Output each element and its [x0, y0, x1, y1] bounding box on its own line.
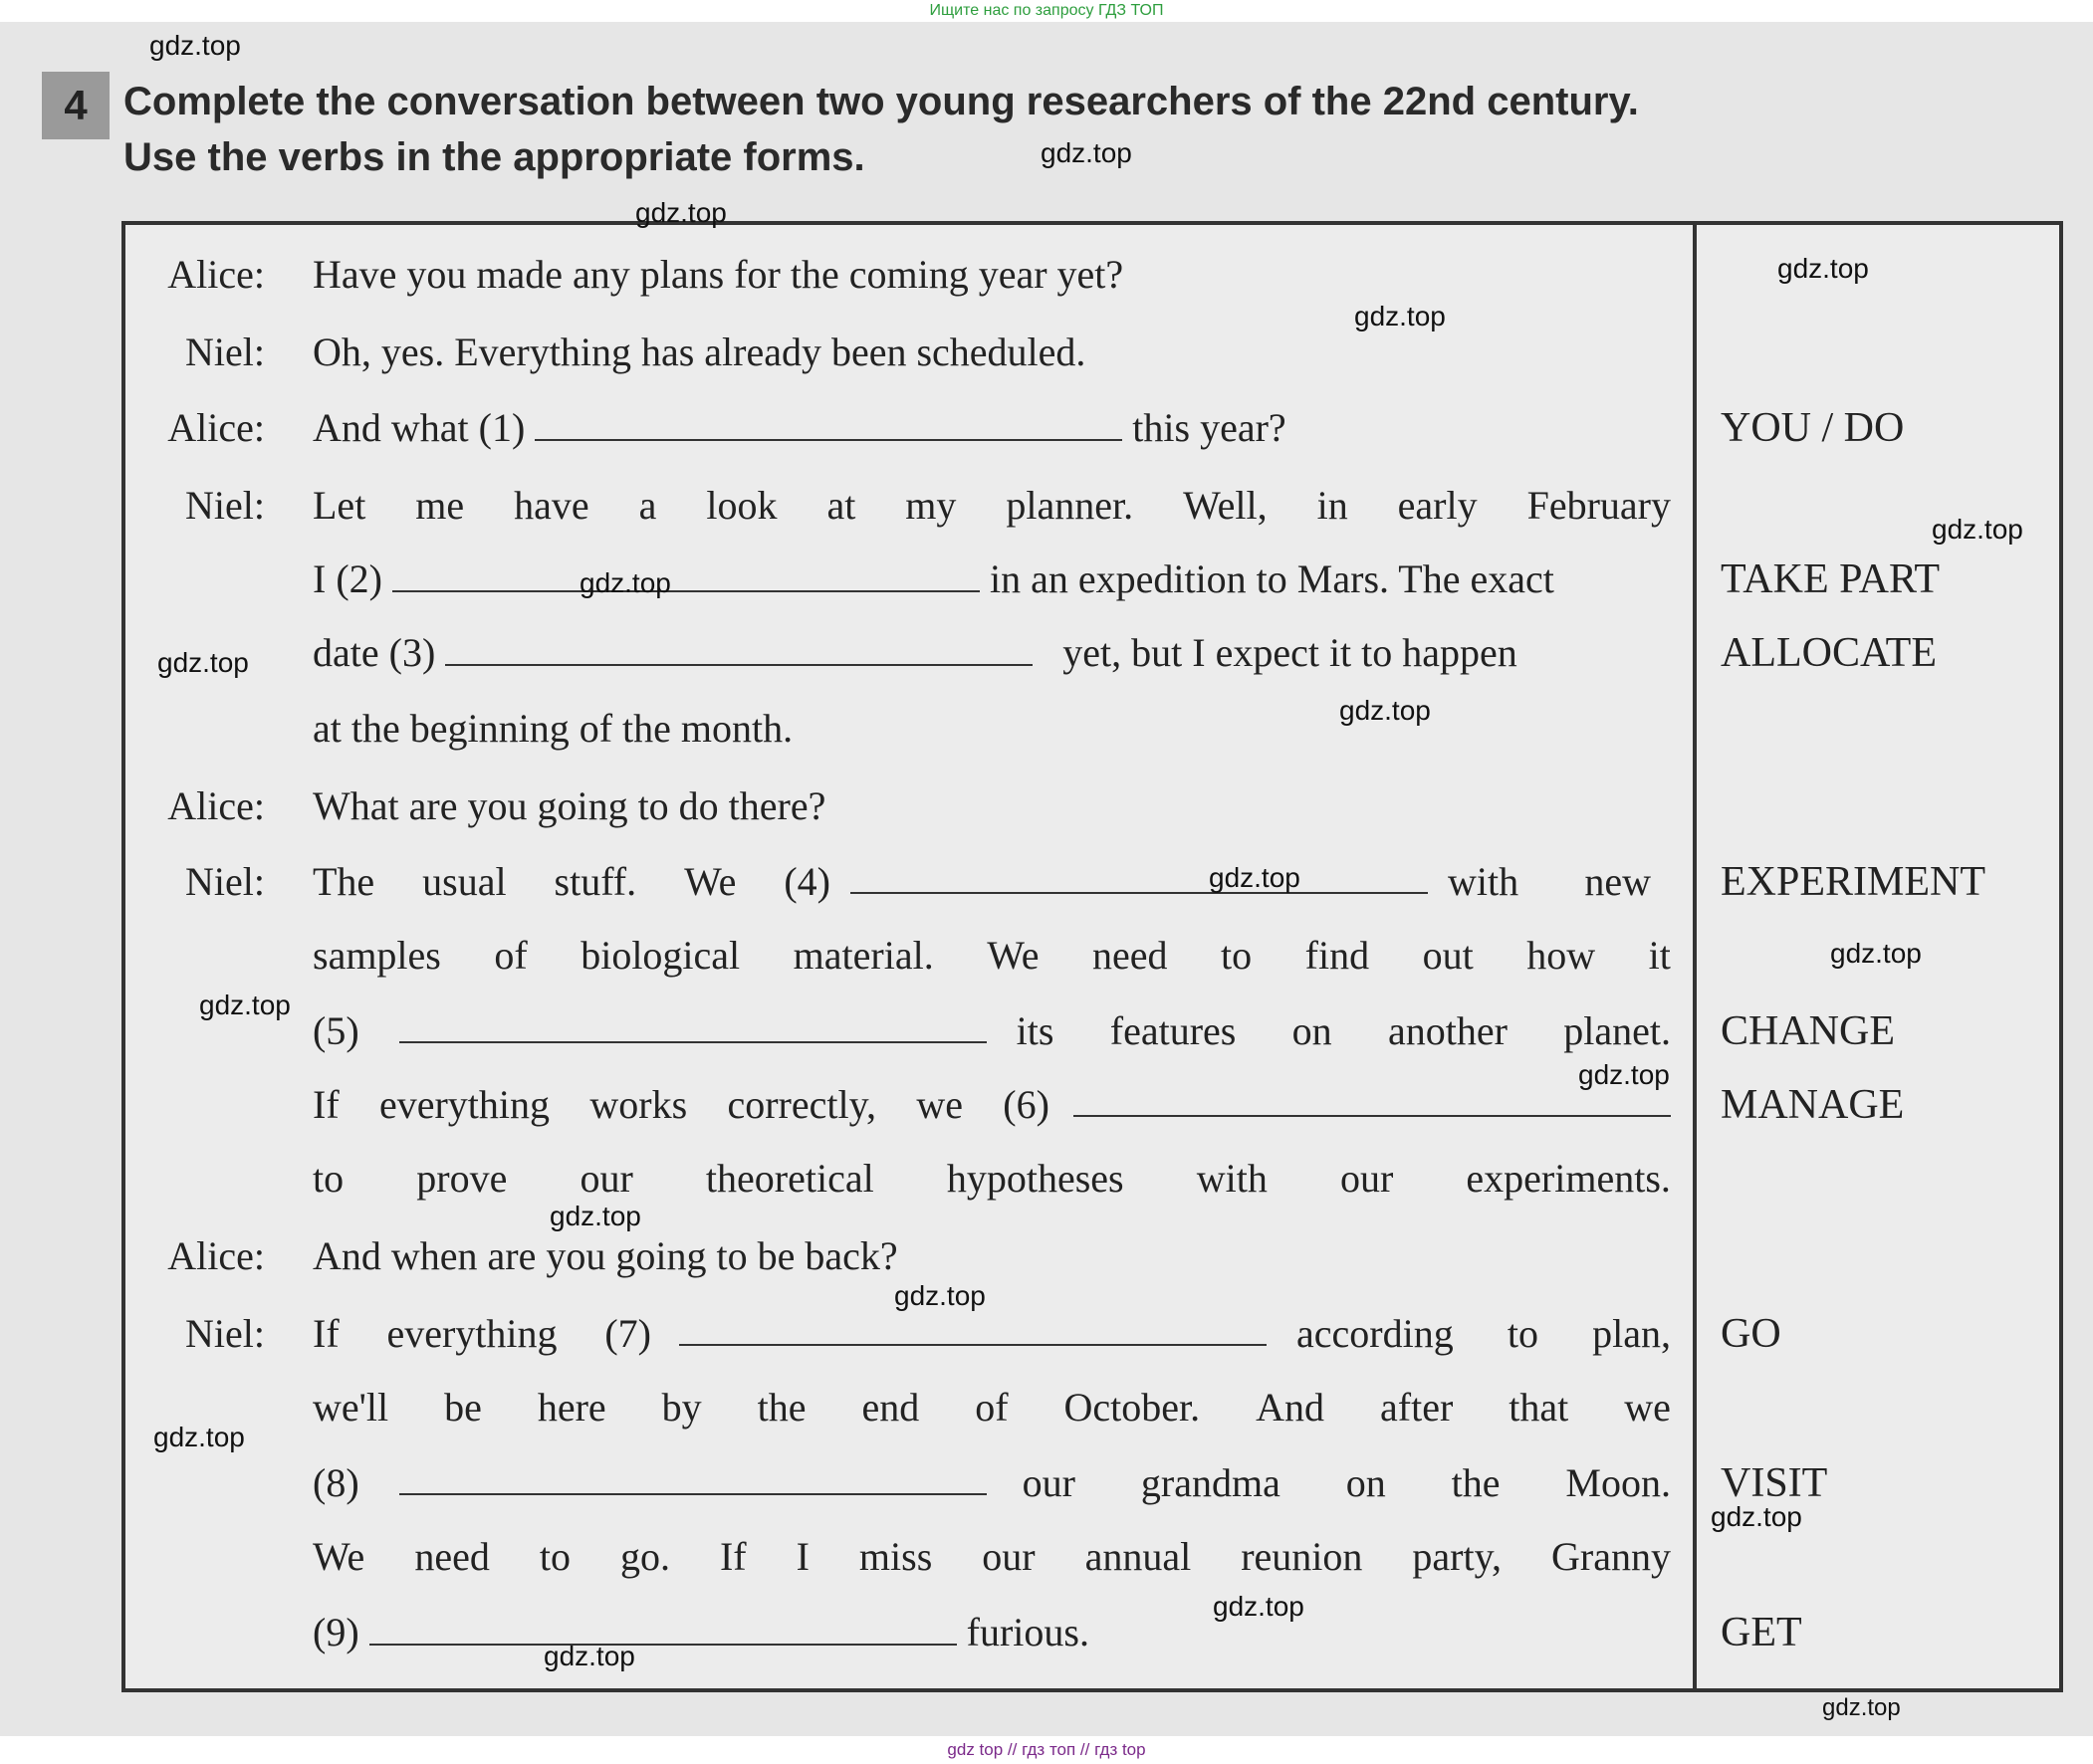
exercise-number: 4 [42, 72, 110, 139]
top-banner[interactable]: Ищите нас по запросу ГДЗ ТОП [929, 2, 1164, 19]
answer-blank-7[interactable] [679, 1310, 1267, 1346]
watermark: gdz.top [1213, 1591, 1304, 1622]
word: If [719, 1534, 747, 1579]
verb-cue-3: ALLOCATE [1721, 630, 1937, 676]
dialogue-line [313, 1609, 1671, 1656]
word: prove [416, 1156, 508, 1201]
text: date (3) [313, 630, 436, 675]
word: (4) [784, 859, 830, 904]
word: usual [422, 859, 507, 904]
text: (8) [313, 1460, 359, 1505]
word: a [638, 483, 657, 528]
speaker-alice: Alice: [167, 252, 265, 297]
word: material. [793, 933, 934, 978]
word: new [1584, 859, 1651, 904]
word: (6) [1003, 1082, 1049, 1127]
watermark: gdz.top [544, 1641, 635, 1671]
word: everything [386, 1311, 558, 1356]
answer-blank-9[interactable] [369, 1610, 957, 1646]
speaker-niel: Niel: [185, 1311, 265, 1356]
text: (5) [313, 1008, 359, 1053]
speaker-niel: Niel: [185, 330, 265, 374]
text: (9) [313, 1610, 359, 1654]
word: go. [619, 1534, 670, 1579]
word: biological [581, 933, 741, 978]
word: samples [313, 933, 441, 978]
word: it [1648, 933, 1671, 978]
word: our [580, 1156, 633, 1201]
word: on [1291, 1008, 1332, 1053]
dialogue-line: And when are you going to be back? [313, 1233, 898, 1278]
word: our [982, 1534, 1036, 1579]
word: If [313, 1311, 340, 1356]
word: to [1221, 933, 1253, 978]
dialogue-line [313, 1533, 1671, 1581]
watermark: gdz.top [1041, 137, 1132, 168]
word: another [1387, 1008, 1508, 1053]
text-group [1023, 1459, 1671, 1507]
word: we'll [313, 1385, 389, 1430]
answer-blank-3[interactable] [445, 630, 1033, 666]
answer-blank-2[interactable] [392, 556, 980, 592]
instruction-line-2: Use the verbs in the appropriate forms. [123, 135, 865, 179]
dialogue-line [313, 932, 1671, 980]
watermark: gdz.top [199, 990, 291, 1020]
word: by [661, 1385, 702, 1430]
word: Granny [1551, 1534, 1671, 1579]
dialogue-line [313, 1459, 1671, 1507]
word: out [1422, 933, 1474, 978]
watermark: gdz.top [550, 1201, 641, 1231]
speaker-alice: Alice: [167, 783, 265, 828]
word: February [1526, 483, 1671, 528]
dialogue-line [313, 858, 1671, 906]
dialogue-line [313, 1081, 1671, 1129]
word: need [1092, 933, 1168, 978]
word: how [1526, 933, 1596, 978]
text-group [1296, 1310, 1671, 1358]
word: works [589, 1082, 688, 1127]
watermark: gdz.top [1822, 1694, 1901, 1721]
watermark: gdz.top [1209, 862, 1300, 893]
verb-cue-5: CHANGE [1721, 1008, 1895, 1054]
word: annual [1084, 1534, 1192, 1579]
answer-blank-4[interactable] [850, 858, 1428, 894]
word: We [987, 933, 1040, 978]
word: planet. [1563, 1008, 1671, 1053]
dialogue-line [313, 1310, 1671, 1358]
column-divider [1693, 221, 1697, 1692]
dialogue-line [313, 482, 1671, 530]
dialogue-line: at the beginning of the month. [313, 706, 794, 751]
word: Moon. [1565, 1460, 1671, 1505]
word: after [1380, 1385, 1454, 1430]
bottom-banner[interactable]: gdz top // гдз топ // гдз top [947, 1740, 1146, 1759]
word: reunion [1241, 1534, 1363, 1579]
word: everything [378, 1082, 551, 1127]
dialogue-line [313, 1155, 1671, 1203]
word: Well, [1183, 483, 1268, 528]
word: its [1016, 1008, 1054, 1053]
text: furious. [966, 1610, 1089, 1654]
word: with [1196, 1156, 1268, 1201]
dialogue-line [313, 629, 1671, 677]
text-group [1448, 858, 1651, 906]
word: planner. [1006, 483, 1134, 528]
dialogue-line [313, 1384, 1671, 1432]
word: with [1448, 859, 1519, 904]
speaker-niel: Niel: [185, 859, 265, 904]
word: be [444, 1385, 482, 1430]
word: The [313, 859, 375, 904]
answer-blank-5[interactable] [399, 1007, 987, 1043]
word: my [905, 483, 957, 528]
watermark: gdz.top [1578, 1059, 1670, 1090]
answer-blank-8[interactable] [399, 1459, 987, 1495]
watermark: gdz.top [635, 197, 727, 228]
watermark: gdz.top [153, 1422, 245, 1452]
speaker-alice: Alice: [167, 1233, 265, 1278]
word: plan, [1592, 1311, 1671, 1356]
text: this year? [1132, 405, 1286, 450]
watermark: gdz.top [1932, 514, 2023, 545]
word: early [1397, 483, 1478, 528]
word: We [313, 1534, 365, 1579]
word: look [706, 483, 778, 528]
answer-blank-1[interactable] [535, 405, 1122, 441]
dialogue-line: What are you going to do there? [313, 783, 826, 828]
watermark: gdz.top [580, 567, 671, 598]
speaker-alice: Alice: [167, 405, 265, 450]
word: theoretical [705, 1156, 874, 1201]
watermark: gdz.top [1777, 253, 1869, 284]
word: to [313, 1156, 345, 1201]
watermark: gdz.top [894, 1280, 986, 1311]
watermark: gdz.top [157, 647, 249, 678]
text-group [313, 858, 830, 906]
verb-cue-6: MANAGE [1721, 1082, 1905, 1128]
dialogue-line [313, 1007, 1671, 1055]
word: (7) [604, 1311, 651, 1356]
text-group [313, 1310, 651, 1358]
word: have [514, 483, 589, 528]
word: that [1509, 1385, 1569, 1430]
word: correctly, [727, 1082, 876, 1127]
word: our [1339, 1156, 1394, 1201]
verb-cue-2: TAKE PART [1721, 556, 1941, 602]
word: We [684, 859, 737, 904]
word: find [1304, 933, 1370, 978]
dialogue-line: Have you made any plans for the coming year yet? [313, 252, 1124, 297]
text: in an expedition to Mars. The exact [989, 556, 1554, 601]
word: need [414, 1534, 490, 1579]
dialogue-line [313, 555, 1671, 603]
word: at [826, 483, 856, 528]
word: grandma [1140, 1460, 1280, 1505]
word: of [975, 1385, 1009, 1430]
verb-cue-8: VISIT [1721, 1460, 1828, 1506]
watermark: gdz.top [1339, 695, 1431, 726]
watermark: gdz.top [149, 30, 241, 61]
word: If [313, 1082, 340, 1127]
word: end [861, 1385, 920, 1430]
dialogue-line: Oh, yes. Everything has already been scheduled. [313, 330, 1086, 374]
text-group [1017, 1007, 1671, 1055]
word: we [1624, 1385, 1671, 1430]
word: according [1296, 1311, 1454, 1356]
word: we [916, 1082, 963, 1127]
word: And [1256, 1385, 1325, 1430]
word: miss [858, 1534, 933, 1579]
word: hypotheses [946, 1156, 1124, 1201]
speaker-niel: Niel: [185, 483, 265, 528]
verb-cue-1: YOU / DO [1721, 405, 1905, 451]
word: to [539, 1534, 571, 1579]
watermark: gdz.top [1354, 301, 1446, 331]
word: Let [313, 483, 366, 528]
word: features [1109, 1008, 1237, 1053]
word: October. [1063, 1385, 1201, 1430]
word: in [1316, 483, 1348, 528]
text-group [313, 1081, 1049, 1129]
verb-cue-9: GET [1721, 1610, 1802, 1655]
word: on [1345, 1460, 1386, 1505]
word: of [494, 933, 528, 978]
word: our [1022, 1460, 1075, 1505]
text: I (2) [313, 556, 382, 601]
word: the [757, 1385, 807, 1430]
verb-cue-7: GO [1721, 1311, 1781, 1357]
dialogue-line [313, 404, 1671, 452]
word: the [1451, 1460, 1501, 1505]
word: I [796, 1534, 810, 1579]
text: yet, but I expect it to happen [1062, 630, 1517, 675]
word: to [1507, 1311, 1538, 1356]
watermark: gdz.top [1830, 938, 1922, 969]
instruction-line-1: Complete the conversation between two young researchers of the 22nd century. [123, 80, 1639, 123]
word: me [415, 483, 465, 528]
word: stuff. [554, 859, 637, 904]
verb-cue-4: EXPERIMENT [1721, 859, 1985, 905]
word: party, [1412, 1534, 1503, 1579]
word: here [537, 1385, 606, 1430]
word: experiments. [1466, 1156, 1671, 1201]
watermark: gdz.top [1711, 1501, 1802, 1532]
text: And what (1) [313, 405, 526, 450]
